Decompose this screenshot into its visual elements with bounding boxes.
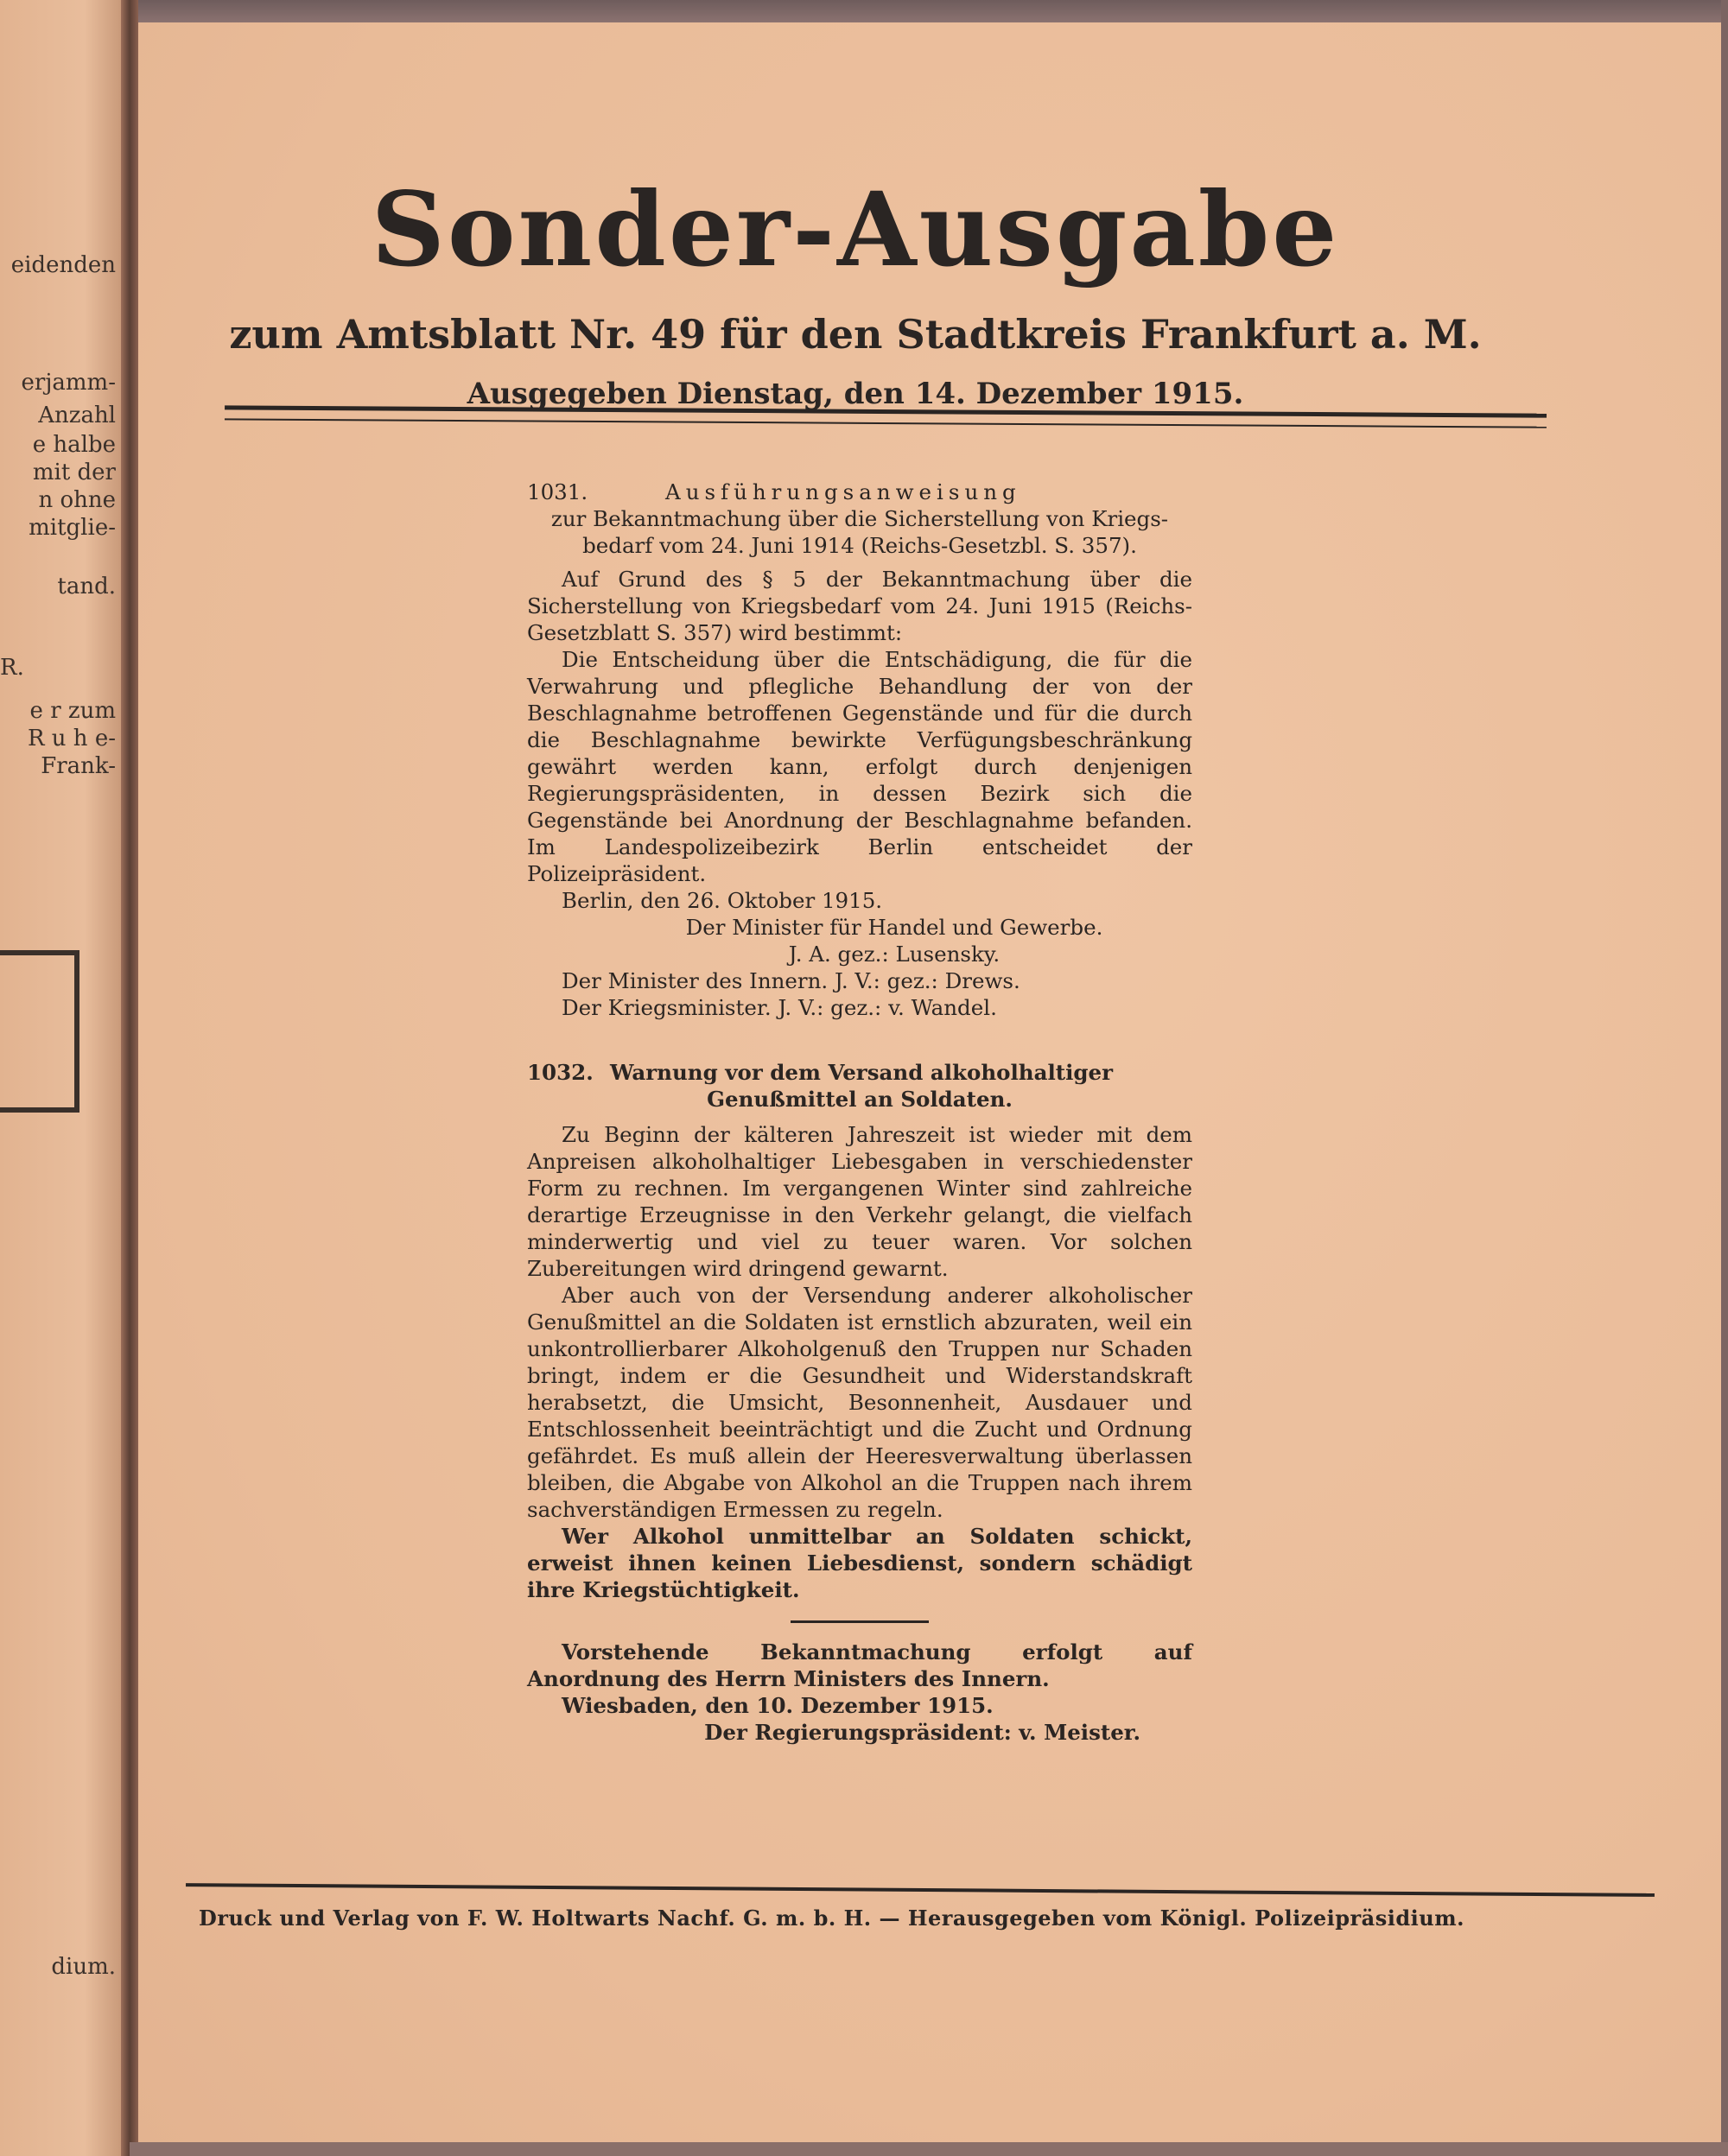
left-page-line: Frank-	[41, 753, 116, 779]
left-page-line: erjamm-	[21, 370, 116, 396]
footer-rule	[186, 1883, 1655, 1897]
left-page-line: R.	[0, 655, 24, 681]
article-heading: Genußmittel an Soldaten.	[707, 1087, 1013, 1112]
masthead-title: Sonder-Ausgabe	[371, 169, 1340, 289]
article-subheading: zur Bekanntmachung über die Sicherstellung von Kriegs-	[550, 506, 1169, 531]
signature-line: Der Minister für Handel und Gewerbe.	[685, 915, 1103, 940]
closing-place-date: Wiesbaden, den 10. Dezember 1915.	[562, 1693, 994, 1718]
article-subheading: bedarf vom 24. Juni 1914 (Reichs-Gesetzbl. S. 357).	[582, 533, 1137, 558]
book-cover-edge	[130, 2142, 1728, 2156]
article-number: 1032.	[527, 1060, 594, 1085]
left-page-line: R u h e-	[27, 726, 116, 751]
article-paragraph: Zu Beginn der kälteren Jahreszeit ist wieder mit dem Anpreisen alkoholhaltiger Liebesgaben in verschiedenster Form zu rechnen. Im vergangenen Winter sind zahlreiche derartige Erzeugnisse in den Verkehr gelangt, die vielfach minderwertig und viel zu teuer waren. Vor solchen Zubereitungen wird dringend gewarnt.	[527, 1122, 1192, 1281]
article-heading: Ausführungsanweisung	[665, 479, 1021, 504]
left-page-frame	[0, 950, 79, 1113]
article-paragraph: Die Entscheidung über die Entschädigung, die für die Verwahrung und pflegliche Behandlung der von der Beschlagnahme betroffenen Gegenstände und für die durch die Beschlagnahme bewirkte Verfügungsbeschränkung gewährt werden kann, erfolgt durch denjenigen Regierungspräsidenten, in dessen Bezirk sich die Gegenstände bei Anordnung der Beschlagnahme befanden. Im Landespolizeibezirk Berlin entscheidet der Polizeipräsident.	[527, 647, 1192, 886]
closing-signature: Der Regierungspräsident: v. Meister.	[704, 1720, 1140, 1745]
article-heading: Warnung vor dem Versand alkoholhaltiger	[610, 1060, 1114, 1085]
left-page	[0, 0, 121, 2156]
closing-notice: Vorstehende Bekanntmachung erfolgt auf Anordnung des Herrn Ministers des Innern.	[527, 1639, 1192, 1691]
article-1031	[527, 479, 1192, 1021]
signature-line: J. A. gez.: Lusensky.	[788, 942, 1001, 967]
left-page-line: Anzahl	[38, 403, 116, 428]
article-paragraph: Wer Alkohol unmittelbar an Soldaten schickt, erweist ihnen keinen Liebesdienst, sondern schädigt ihre Kriegstüchtigkeit.	[527, 1524, 1192, 1602]
article-header	[527, 1059, 1192, 1086]
left-page-line: tand.	[57, 574, 116, 599]
article-1032	[527, 1059, 1192, 1746]
left-page-line: eidenden	[10, 252, 116, 278]
issue-date: Ausgegeben Dienstag, den 14. Dezember 1915.	[467, 377, 1244, 411]
left-page-line: n ohne	[38, 487, 116, 513]
left-page-line: mit der	[32, 460, 116, 485]
article-paragraph: Aber auch von der Versendung anderer alkoholischer Genußmittel an die Soldaten ist ernstlich abzuraten, weil ein unkontrollierbarer Alkoholgenuß den Truppen nur Schaden bringt, indem er die Gesundheit und Widerstandskraft herabsetzt, die Umsicht, Besonnenheit, Ausdauer und Entschlossenheit beeinträchtigt und die Zucht und Ordnung gefährdet. Es muß allein der Heeresverwaltung überlassen bleiben, die Abgabe von Alkohol an die Truppen nach ihrem sachverständigen Ermessen zu regeln.	[527, 1283, 1192, 1522]
signature-line: Der Minister des Innern. J. V.: gez.: Drews.	[562, 968, 1020, 993]
left-page-line: e halbe	[32, 432, 116, 458]
section-divider	[791, 1620, 929, 1623]
masthead-subtitle: zum Amtsblatt Nr. 49 für den Stadtkreis Frankfurt a. M.	[229, 311, 1482, 358]
article-number: 1031.	[527, 479, 588, 504]
left-page-line: mitglie-	[29, 515, 116, 541]
signature-line: Der Kriegsminister. J. V.: gez.: v. Wandel.	[562, 995, 997, 1020]
place-date: Berlin, den 26. Oktober 1915.	[562, 888, 883, 913]
book-spine	[121, 0, 138, 2156]
article-paragraph: Auf Grund des § 5 der Bekanntmachung über die Sicherstellung von Kriegsbedarf vom 24. Juni 1915 (Reichs-Gesetzblatt S. 357) wird bestimmt:	[527, 567, 1192, 645]
left-page-line: dium.	[51, 1954, 116, 1980]
document-page	[138, 22, 1721, 2142]
book-cover-edge	[138, 0, 1728, 22]
article-header	[527, 479, 1192, 505]
book-cover-edge	[1721, 0, 1728, 2156]
footer-imprint: Druck und Verlag von F. W. Holtwarts Nachf. G. m. b. H. — Herausgegeben vom Königl. Polizeipräsidium.	[199, 1906, 1464, 1931]
left-page-line: e r zum	[29, 698, 116, 724]
